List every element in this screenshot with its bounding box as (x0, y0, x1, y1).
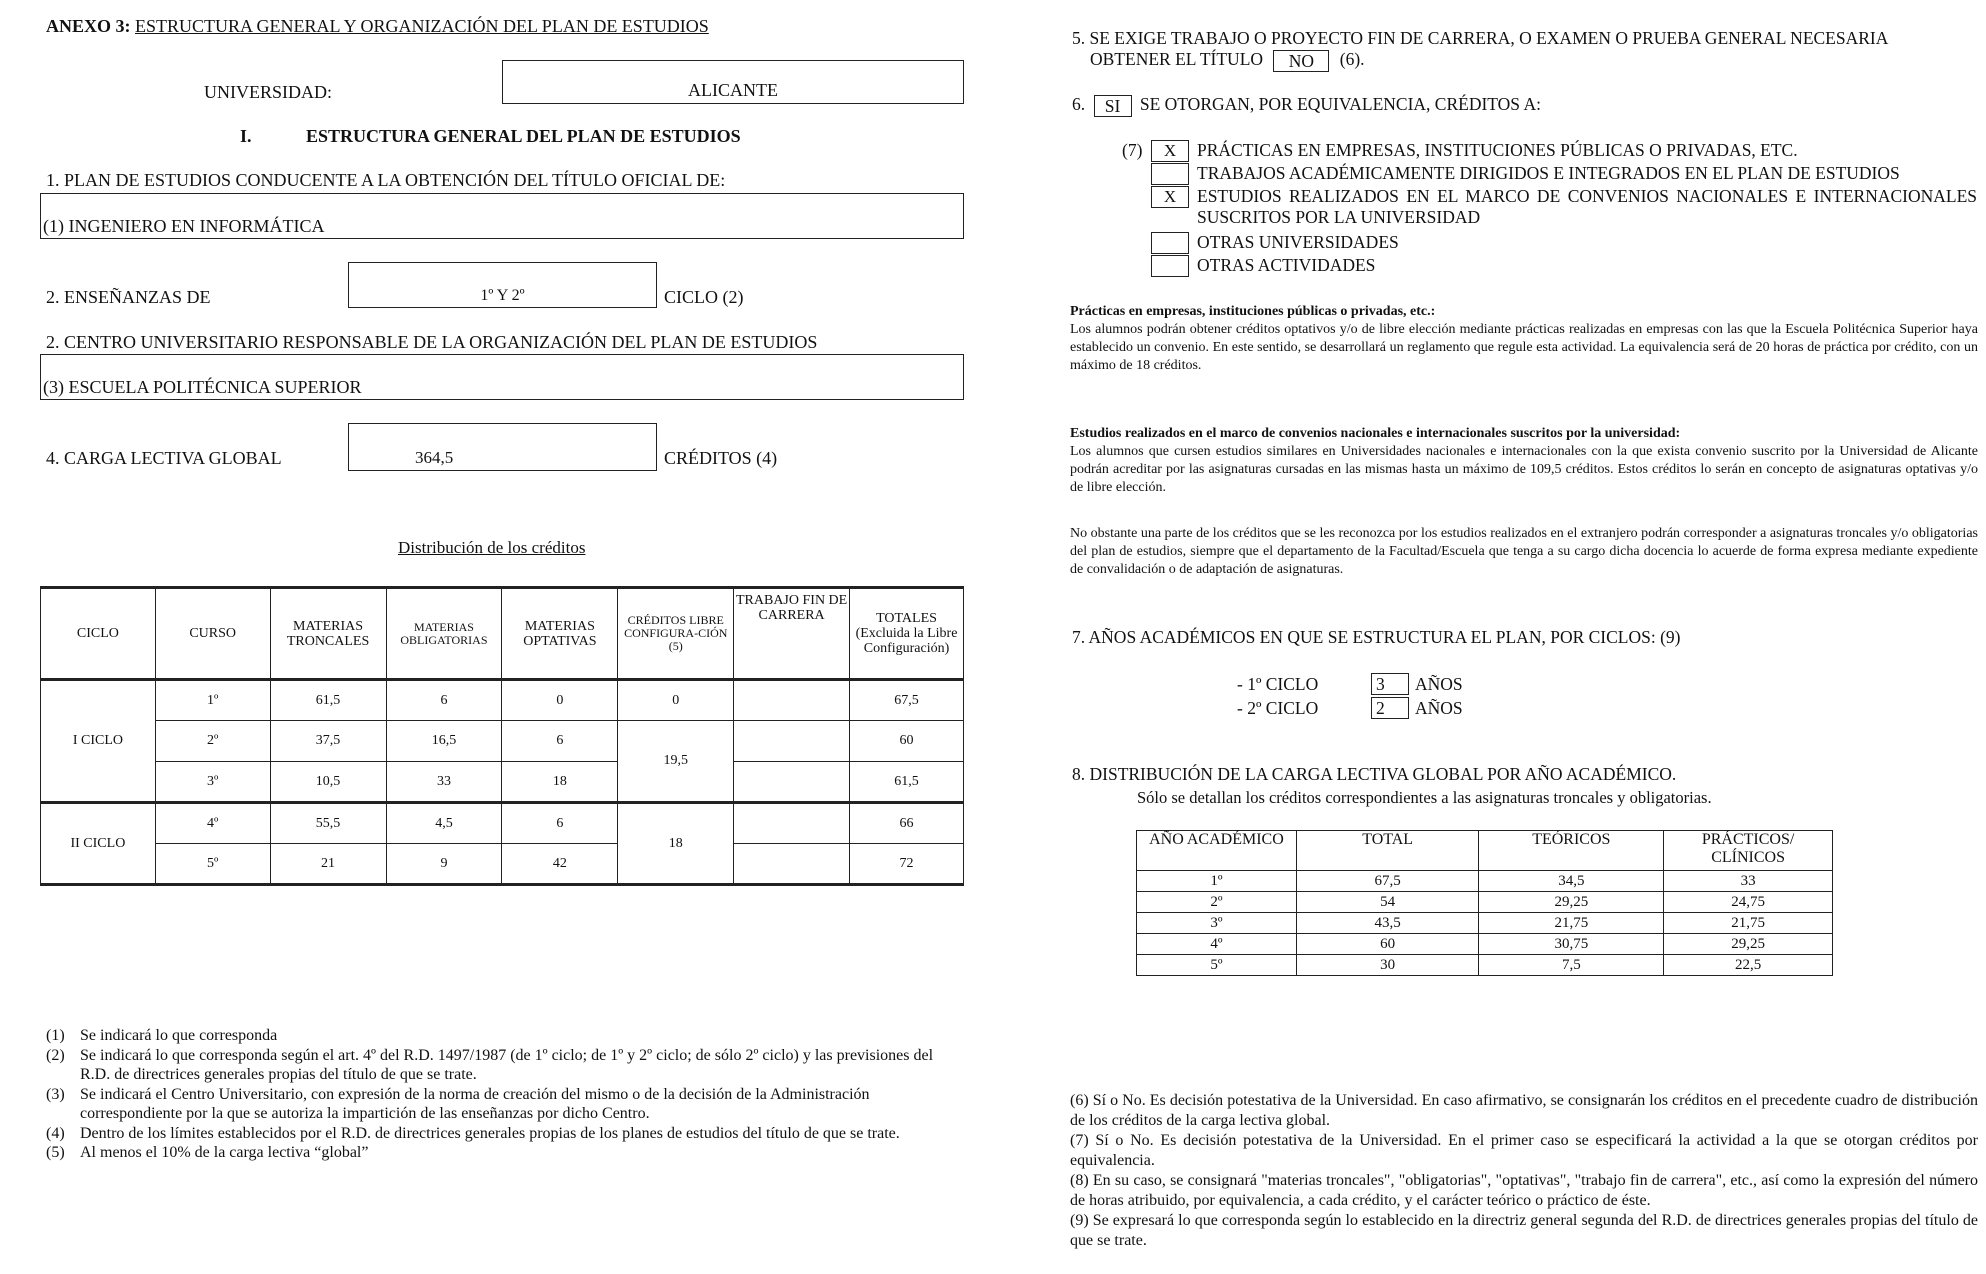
university-value: ALICANTE (688, 80, 778, 100)
item1-box (40, 193, 964, 239)
item4-label: 4. CARGA LECTIVA GLOBAL (46, 448, 282, 468)
practicas-paragraph (1070, 303, 1978, 375)
practicos-cell: 21,75 (1664, 913, 1833, 934)
item8-title: 8. DISTRIBUCIÓN DE LA CARGA LECTIVA GLOBAL POR AÑO ACADÉMICO. (1072, 764, 1677, 784)
item7-number: (7) (1122, 140, 1143, 160)
academic-year-table (1136, 830, 1833, 976)
years-label: AÑOS (1415, 674, 1463, 694)
convenios-title: Estudios realizados en el marco de convenios nacionales e internacionales suscritos por la universidad: (1070, 426, 1681, 441)
footnote-number: (5) (46, 1144, 65, 1161)
item5-answer-box: NO (1273, 50, 1329, 72)
optativas-cell: 6 (502, 721, 618, 762)
header-curso: CURSO (155, 588, 270, 680)
item5-line1: 5. SE EXIGE TRABAJO O PROYECTO FIN DE CARRERA, O EXAMEN O PRUEBA GENERAL NECESARIA (1072, 28, 1889, 48)
table-row (41, 762, 964, 803)
header-troncales: MATERIAS TRONCALES (270, 588, 386, 680)
teoricos-cell: 34,5 (1479, 871, 1664, 892)
teoricos-cell: 30,75 (1479, 934, 1664, 955)
troncales-cell: 21 (270, 844, 386, 885)
table-row (1137, 934, 1833, 955)
ano-cell: 5º (1137, 955, 1297, 976)
years-label: AÑOS (1415, 698, 1463, 718)
item6-number: 6. (1072, 94, 1086, 114)
footnote-text: Se indicará lo que corresponda según el art. 4º del R.D. 1497/1987 (de 1º ciclo; de 1º y 2º ciclo; de sólo 2º ciclo) y las previsiones del R.D. de directrices generales propias del título de que se trate. (80, 1046, 934, 1083)
option-label: ESTUDIOS REALIZADOS EN EL MARCO DE CONVENIOS NACIONALES E INTERNACIONALES SUSCRITOS POR LA UNIVERSIDAD (1197, 186, 1977, 227)
item2-suffix: CICLO (2) (664, 287, 744, 307)
option-label: PRÁCTICAS EN EMPRESAS, INSTITUCIONES PÚBLICAS O PRIVADAS, ETC. (1197, 140, 1798, 160)
item3-box (40, 354, 964, 400)
item1-label: 1. PLAN DE ESTUDIOS CONDUCENTE A LA OBTENCIÓN DEL TÍTULO OFICIAL DE: (46, 170, 726, 190)
table-header-row (41, 588, 964, 680)
optativas-cell: 0 (502, 680, 618, 721)
ciclo2-row (1237, 696, 1463, 720)
footnote-number: (2) (46, 1046, 65, 1064)
convenios-text: Los alumnos que cursen estudios similares en Universidades nacionales e internacionales con la que exista convenio suscrito por la Universidad de Alicante podrán acreditar por las asignaturas cursadas en las mismas hasta un máximo de 109,5 créditos. Estos créditos lo serán en concepto de asignaturas optativas y/o de libre elección. (1070, 444, 1978, 495)
header-optativas: MATERIAS OPTATIVAS (502, 588, 618, 680)
totales-cell: 66 (850, 803, 964, 844)
ciclo1-row (1237, 672, 1463, 696)
practicos-cell: 24,75 (1664, 892, 1833, 913)
total-cell: 67,5 (1296, 871, 1479, 892)
troncales-cell: 55,5 (270, 803, 386, 844)
option-label: OTRAS UNIVERSIDADES (1197, 232, 1399, 252)
option-checkbox (1151, 163, 1189, 185)
footnote-text: Se indicará lo que corresponda (80, 1027, 278, 1044)
item6-answer-box: SI (1094, 95, 1132, 117)
footnote: (6) Sí o No. Es decisión potestativa de la Universidad. En caso afirmativo, se consignarán los créditos en el precedente cuadro de distribución de los créditos de la carga lectiva global. (1070, 1092, 1978, 1129)
footnote-number: (3) (46, 1085, 65, 1103)
practicas-title: Prácticas en empresas, instituciones públicas o privadas, etc.: (1070, 304, 1436, 319)
trabajo-cell (734, 721, 850, 762)
footnote-number: (1) (46, 1027, 65, 1044)
optativas-cell: 42 (502, 844, 618, 885)
left-footnotes (46, 1026, 966, 1163)
practicos-cell: 33 (1664, 871, 1833, 892)
footnote (46, 1143, 966, 1163)
obligatorias-cell: 4,5 (386, 803, 502, 844)
item3-value: (3) ESCUELA POLITÉCNICA SUPERIOR (43, 377, 362, 397)
footnote-number: (4) (46, 1124, 65, 1142)
trabajo-cell (734, 803, 850, 844)
ano-cell: 4º (1137, 934, 1297, 955)
total-cell: 30 (1296, 955, 1479, 976)
item3-label: 2. CENTRO UNIVERSITARIO RESPONSABLE DE LA ORGANIZACIÓN DEL PLAN DE ESTUDIOS (46, 332, 818, 352)
option-row (1151, 140, 1981, 163)
header-trabajo: TRABAJO FIN DE CARRERA (734, 588, 850, 680)
university-label: UNIVERSIDAD: (204, 82, 332, 102)
item5-line2 (1090, 49, 1365, 72)
university-box (502, 60, 964, 104)
curso-cell: 5º (155, 844, 270, 885)
header-practicos: PRÁCTICOS/ CLÍNICOS (1664, 831, 1833, 871)
footnote (46, 1124, 966, 1144)
table-header-row (1137, 831, 1833, 871)
credits-distribution-table (40, 586, 964, 886)
item4-suffix: CRÉDITOS (4) (664, 448, 778, 468)
header-ciclo: CICLO (41, 588, 156, 680)
curso-cell: 1º (155, 680, 270, 721)
totales-cell: 72 (850, 844, 964, 885)
footnote: (9) Se expresará lo que corresponda según lo establecido en la directriz general segunda del R.D. de directrices generales propias del título de que se trate. (1070, 1212, 1978, 1249)
table-row (1137, 955, 1833, 976)
item5-suffix: (6). (1339, 49, 1365, 69)
convenios-paragraph (1070, 425, 1978, 497)
item4-box (348, 423, 657, 471)
obligatorias-cell: 9 (386, 844, 502, 885)
distribution-title: Distribución de los créditos (398, 538, 586, 557)
footnote-text: Dentro de los límites establecidos por el R.D. de directrices generales propias de los planes de estudios del título de que se trate. (80, 1124, 900, 1142)
footnote (46, 1046, 966, 1085)
option-label: TRABAJOS ACADÉMICAMENTE DIRIGIDOS E INTEGRADOS EN EL PLAN DE ESTUDIOS (1197, 163, 1900, 183)
item8-subtitle: Sólo se detallan los créditos correspondientes a las asignaturas troncales y obligatorias. (1137, 788, 1712, 807)
obligatorias-cell: 33 (386, 762, 502, 803)
section-number: I. (240, 126, 252, 146)
item7-title: 7. AÑOS ACADÉMICOS EN QUE SE ESTRUCTURA EL PLAN, POR CICLOS: (9) (1072, 627, 1681, 647)
annex-heading (46, 16, 709, 37)
teoricos-cell: 29,25 (1479, 892, 1664, 913)
right-footnotes (1070, 1091, 1978, 1251)
footnote: (7) Sí o No. Es decisión potestativa de la Universidad. En el primer caso se especificará la actividad a la que se otorgan créditos por equivalencia. (1070, 1132, 1978, 1169)
totales-cell: 67,5 (850, 680, 964, 721)
optativas-cell: 18 (502, 762, 618, 803)
libre-cell: 0 (618, 680, 734, 721)
totales-cell: 60 (850, 721, 964, 762)
option-row (1151, 232, 1981, 255)
table-row (1137, 913, 1833, 934)
troncales-cell: 37,5 (270, 721, 386, 762)
footnote (46, 1026, 966, 1046)
option-checkbox (1151, 232, 1189, 254)
totales-cell: 61,5 (850, 762, 964, 803)
section-title: ESTRUCTURA GENERAL DEL PLAN DE ESTUDIOS (306, 126, 741, 146)
obligatorias-cell: 16,5 (386, 721, 502, 762)
practicos-cell: 29,25 (1664, 934, 1833, 955)
footnote-text: Al menos el 10% de la carga lectiva “global” (80, 1144, 369, 1161)
troncales-cell: 61,5 (270, 680, 386, 721)
table-row (41, 844, 964, 885)
option-checkbox: X (1151, 140, 1189, 162)
ano-cell: 1º (1137, 871, 1297, 892)
trabajo-cell (734, 844, 850, 885)
obligatorias-cell: 6 (386, 680, 502, 721)
item4-value: 364,5 (415, 448, 454, 467)
optativas-cell: 6 (502, 803, 618, 844)
equivalence-options (1151, 140, 1981, 278)
header-totales: TOTALES (Excluida la Libre Configuración) (850, 588, 964, 680)
annex-label: ANEXO 3: (46, 16, 131, 36)
option-checkbox: X (1151, 186, 1189, 208)
ciclo1-box: 3 (1371, 673, 1409, 695)
table-row (41, 721, 964, 762)
header-total: TOTAL (1296, 831, 1479, 871)
total-cell: 43,5 (1296, 913, 1479, 934)
table-row (41, 803, 964, 844)
libre-cell: 19,5 (618, 721, 734, 803)
trabajo-cell (734, 762, 850, 803)
practicas-text: Los alumnos podrán obtener créditos optativos y/o de libre elección mediante prácticas realizadas en empresas con las que la Escuela Politécnica Superior haya establecido un convenio. En este sentido, se desarrollará un reglamento que regule esta actividad. La equivalencia será de 20 horas de práctica por crédito, con un máximo de 18 créditos. (1070, 322, 1978, 373)
ciclo2-label: - 2º CICLO (1237, 698, 1319, 718)
footnote: (8) En su caso, se consignará "materias troncales", "obligatorias", "optativas", "trabajo fin de carrera", etc., así como la expresión del número de horas atribuido, por equivalencia, a cada crédito, y el carácter teórico o práctico de éste. (1070, 1172, 1978, 1209)
item1-value: (1) INGENIERO EN INFORMÁTICA (43, 216, 325, 236)
item6-line (1072, 94, 1541, 117)
curso-cell: 4º (155, 803, 270, 844)
table-row (1137, 871, 1833, 892)
extranjero-paragraph: No obstante una parte de los créditos que se les reconozca por los estudios realizados en el extranjero podrán corresponder a asignaturas troncales y/o obligatorias del plan de estudios, siempre que el departamento de la Facultad/Escuela que tenga a su cargo dicha docencia lo acuerde de forma expresa mediante expediente de convalidación o de adaptación de asignaturas. (1070, 526, 1978, 577)
option-row (1151, 186, 1981, 232)
table-row (1137, 892, 1833, 913)
footnote (46, 1085, 966, 1124)
header-teoricos: TEÓRICOS (1479, 831, 1664, 871)
item2-value: 1º Y 2º (480, 287, 525, 304)
troncales-cell: 10,5 (270, 762, 386, 803)
curso-cell: 3º (155, 762, 270, 803)
ano-cell: 2º (1137, 892, 1297, 913)
option-row (1151, 255, 1981, 278)
total-cell: 60 (1296, 934, 1479, 955)
ano-cell: 3º (1137, 913, 1297, 934)
teoricos-cell: 7,5 (1479, 955, 1664, 976)
ciclos-years (1237, 672, 1463, 720)
item5-label: OBTENER EL TÍTULO (1090, 49, 1264, 69)
ciclo1-label: - 1º CICLO (1237, 674, 1319, 694)
annex-title: ESTRUCTURA GENERAL Y ORGANIZACIÓN DEL PLAN DE ESTUDIOS (135, 16, 709, 36)
footnote-text: Se indicará el Centro Universitario, con expresión de la norma de creación del mismo o de la decisión de la Administración correspondiente por la que se autoriza la impartición de las enseñanzas por dicho Centro. (80, 1085, 870, 1122)
ciclo2-box: 2 (1371, 697, 1409, 719)
table-row (41, 680, 964, 721)
option-label: OTRAS ACTIVIDADES (1197, 255, 1376, 275)
total-cell: 54 (1296, 892, 1479, 913)
header-libre: CRÉDITOS LIBRE CONFIGURA-CIÓN (5) (618, 588, 734, 680)
libre-cell: 18 (618, 803, 734, 885)
trabajo-cell (734, 680, 850, 721)
ciclo-cell: I CICLO (41, 680, 156, 803)
header-ano: AÑO ACADÉMICO (1137, 831, 1297, 871)
teoricos-cell: 21,75 (1479, 913, 1664, 934)
option-checkbox (1151, 255, 1189, 277)
option-row (1151, 163, 1981, 186)
ciclo-cell: II CICLO (41, 803, 156, 885)
curso-cell: 2º (155, 721, 270, 762)
practicos-cell: 22,5 (1664, 955, 1833, 976)
item2-label: 2. ENSEÑANZAS DE (46, 287, 211, 307)
item2-box (348, 262, 657, 308)
item6-text: SE OTORGAN, POR EQUIVALENCIA, CRÉDITOS A: (1139, 94, 1541, 114)
header-obligatorias: MATERIAS OBLIGATORIAS (386, 588, 502, 680)
